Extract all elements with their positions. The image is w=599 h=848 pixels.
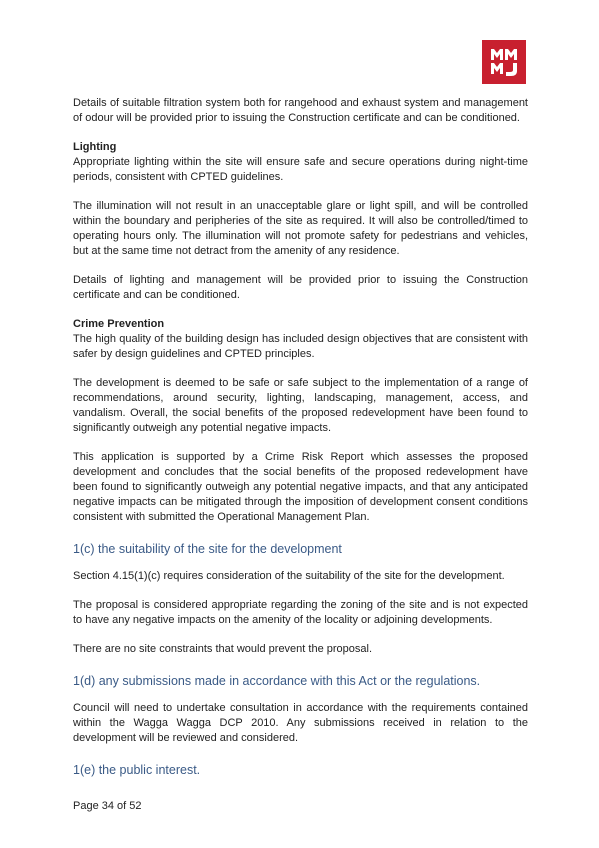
- mmj-logo-icon: [482, 40, 526, 84]
- crime-paragraph-2: The development is deemed to be safe or safe subject to the implementation of a range of recommendations, around security, lighting, landscaping, management, access, and vandalism. Overall, the social benefits of the proposed redevelopment have been found to significantly outweigh any potential negative impacts.: [73, 377, 528, 434]
- crime-paragraph-1: The high quality of the building design has included design objectives that are consistent with safer by design guidelines and CPTED principles.: [73, 333, 528, 360]
- company-logo: [482, 40, 526, 84]
- section-c-paragraph-2: The proposal is considered appropriate regarding the zoning of the site and is not expected to have any negative impacts on the amenity of the locality or adjoining developments.: [73, 599, 528, 626]
- lighting-heading: Lighting: [73, 141, 117, 153]
- page-number: Page 34 of 52: [73, 800, 142, 812]
- lighting-paragraph-2: The illumination will not result in an unacceptable glare or light spill, and will be controlled within the boundary and peripheries of the site as required. It will also be controlled/timed to operating hours only. The illumination will not promote safety for pedestrians and vehicles, but at the same time not detract from the amenity of any residence.: [73, 200, 528, 257]
- crime-paragraph-3: This application is supported by a Crime Risk Report which assesses the proposed development and concludes that the social benefits of the proposed redevelopment have been found to significantly outweigh any potential negative impacts, and that any anticipated negative impacts can be mitigated through the imposition of development consent conditions consistent with submitted the Operational Management Plan.: [73, 451, 528, 523]
- intro-paragraph: Details of suitable filtration system both for rangehood and exhaust system and management of odour will be provided prior to issuing the Construction certificate and can be conditioned.: [73, 97, 528, 124]
- lighting-paragraph-3: Details of lighting and management will be provided prior to issuing the Construction certificate and can be conditioned.: [73, 274, 528, 301]
- section-c-paragraph-3: There are no site constraints that would prevent the proposal.: [73, 643, 373, 655]
- lighting-section: [73, 140, 528, 303]
- crime-heading: Crime Prevention: [73, 318, 165, 330]
- document-body: [73, 96, 528, 778]
- section-d-heading: 1(d) any submissions made in accordance with this Act or the regulations.: [73, 674, 481, 688]
- lighting-paragraph-1: Appropriate lighting within the site will ensure safe and secure operations during night-time periods, consistent with CPTED guidelines.: [73, 156, 528, 183]
- section-e: [73, 762, 528, 778]
- section-c-paragraph-1: Section 4.15(1)(c) requires consideration of the suitability of the site for the development.: [73, 570, 505, 582]
- section-d: [73, 673, 528, 746]
- section-e-heading: 1(e) the public interest.: [73, 763, 201, 777]
- section-c-heading: 1(c) the suitability of the site for the development: [73, 542, 342, 556]
- section-c: [73, 541, 528, 657]
- crime-section: [73, 317, 528, 525]
- section-d-paragraph-1: Council will need to undertake consultation in accordance with the requirements contained within the Wagga Wagga DCP 2010. Any submissions received in relation to the development will be reviewed and considered.: [73, 702, 528, 744]
